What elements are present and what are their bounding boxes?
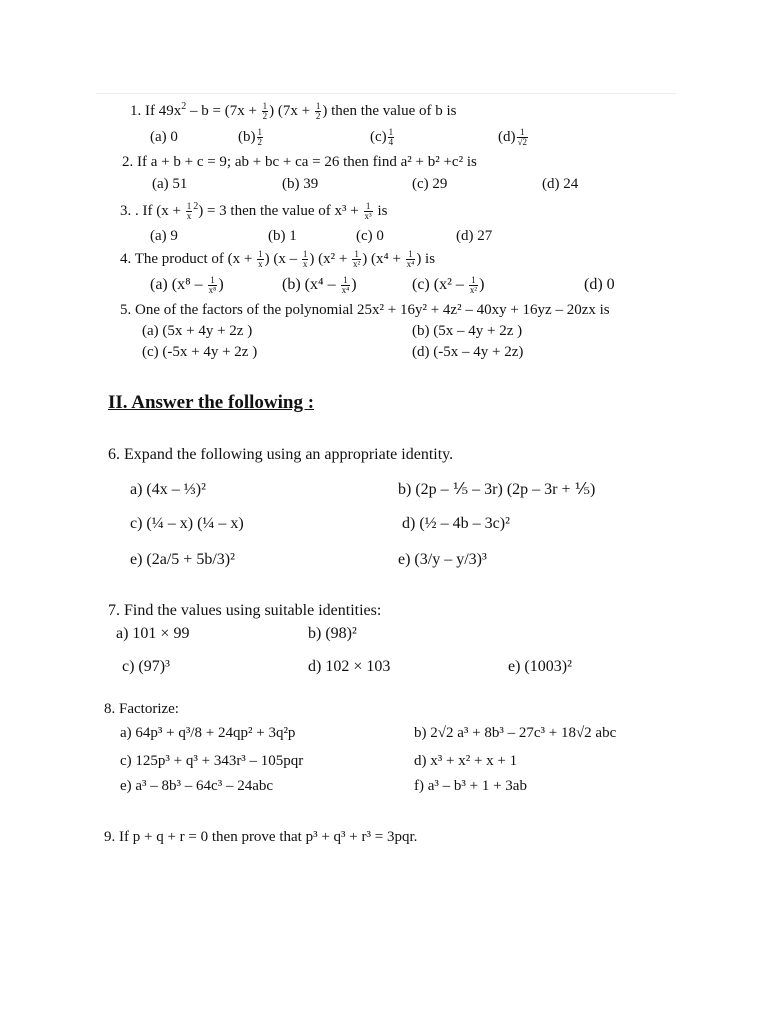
q3-question: 3. . If (x + $\frac{1}{x}$ $^2$) = 3 then the value of x³ + $\frac{1}{\text{x³}}$ is xyxy=(120,201,388,222)
q7-title: 7. Find the values using suitable identities: xyxy=(108,602,382,619)
q6-item-a: a) (4x – ⅓)² xyxy=(130,481,206,498)
q1-option-c: (c) $\frac{1}{4}$ xyxy=(370,127,394,148)
q5-option-a: (a) (5x + 4y + 2z ) xyxy=(142,323,253,339)
q6-item-e1: e) (2a/5 + 5b/3)² xyxy=(130,551,235,568)
q1-question: 1. If $49x^2 - b = (7x$ + $\frac{1}{2}$ ) (7x + $\frac{1}{2}$ ) then the value of b is xyxy=(130,101,457,122)
q6-title: 6. Expand the following using an appropriate identity. xyxy=(108,446,454,463)
q7-item-c: c) (97)³ xyxy=(122,658,170,675)
q8-item-a: a) 64p³ + q³/8 + 24qp² + 3q²p xyxy=(120,725,296,741)
section-heading: II. Answer the following : xyxy=(108,392,315,413)
q8-item-b: b) 2√2 a³ + 8b³ – 27c³ + 18√2 abc xyxy=(414,725,617,741)
q8-title: 8. Factorize: xyxy=(104,701,179,717)
q4-option-b: (b) (x⁴ – $\frac{1}{\text{x⁴}}$ ) xyxy=(282,275,357,295)
q2-option-d: (d) 24 xyxy=(542,176,579,192)
q8-item-d: d) x³ + x² + x + 1 xyxy=(414,753,518,769)
q5-option-d: (d) (-5x – 4y + 2z) xyxy=(412,344,524,360)
q1-option-b: (b) $\frac{1}{2}$ xyxy=(238,127,262,148)
q4-option-d: (d) 0 xyxy=(584,276,615,293)
q4-question: 4. The product of (x + $\frac{1}{x}$ ) (x – $\frac{1}{x}$ ) (x² + $\frac{1}{\text{x²}}$ ) (x⁴ + $\frac{1}{\text{x⁴}}$ ) is xyxy=(120,249,436,270)
top-rule xyxy=(96,93,676,94)
q5-option-b: (b) (5x – 4y + 2z ) xyxy=(412,323,523,339)
q5-question: 5. One of the factors of the polynomial 25x² + 16y² + 4z² – 40xy + 16yz – 20zx is xyxy=(120,302,610,318)
q7-item-a: a) 101 × 99 xyxy=(116,625,190,642)
q4-option-c: (c) (x² – $\frac{1}{\text{x²}}$ ) xyxy=(412,275,485,295)
q8-item-c: c) 125p³ + q³ + 343r³ – 105pqr xyxy=(120,753,304,769)
q6-item-e2: e) (3/y – y/3)³ xyxy=(398,551,487,568)
q1-option-a: (a) 0 xyxy=(150,129,178,145)
q2-option-c: (c) 29 xyxy=(412,176,448,192)
q6-item-d: d) (½ – 4b – 3c)² xyxy=(402,515,510,532)
q3-option-a: (a) 9 xyxy=(150,228,178,244)
q2-option-b: (b) 39 xyxy=(282,176,319,192)
q2-question: 2. If a + b + c = 9; ab + bc + ca = 26 then find a² + b² +c² is xyxy=(122,154,477,170)
q7-item-e: e) (1003)² xyxy=(508,658,572,675)
q6-item-c: c) (¼ – x) (¼ – x) xyxy=(130,515,244,532)
q1-option-d: (d) $\frac{1}{√2}$ xyxy=(498,127,527,148)
q8-item-f: f) a³ – b³ + 1 + 3ab xyxy=(414,778,527,794)
q5-option-c: (c) (-5x + 4y + 2z ) xyxy=(142,344,258,360)
q8-item-e: e) a³ – 8b³ – 64c³ – 24abc xyxy=(120,778,274,794)
q6-item-b: b) (2p – ⅕ – 3r) (2p – 3r + ⅕) xyxy=(398,481,596,498)
q2-option-a: (a) 51 xyxy=(152,176,188,192)
q3-option-b: (b) 1 xyxy=(268,228,297,244)
q3-option-d: (d) 27 xyxy=(456,228,493,244)
q7-item-d: d) 102 × 103 xyxy=(308,658,391,675)
q9-question: 9. If p + q + r = 0 then prove that p³ + q³ + r³ = 3pqr. xyxy=(104,829,418,845)
q3-option-c: (c) 0 xyxy=(356,228,384,244)
q7-item-b: b) (98)² xyxy=(308,625,357,642)
q4-option-a: (a) (x⁸ – $\frac{1}{\text{x⁸}}$ ) xyxy=(150,275,224,295)
